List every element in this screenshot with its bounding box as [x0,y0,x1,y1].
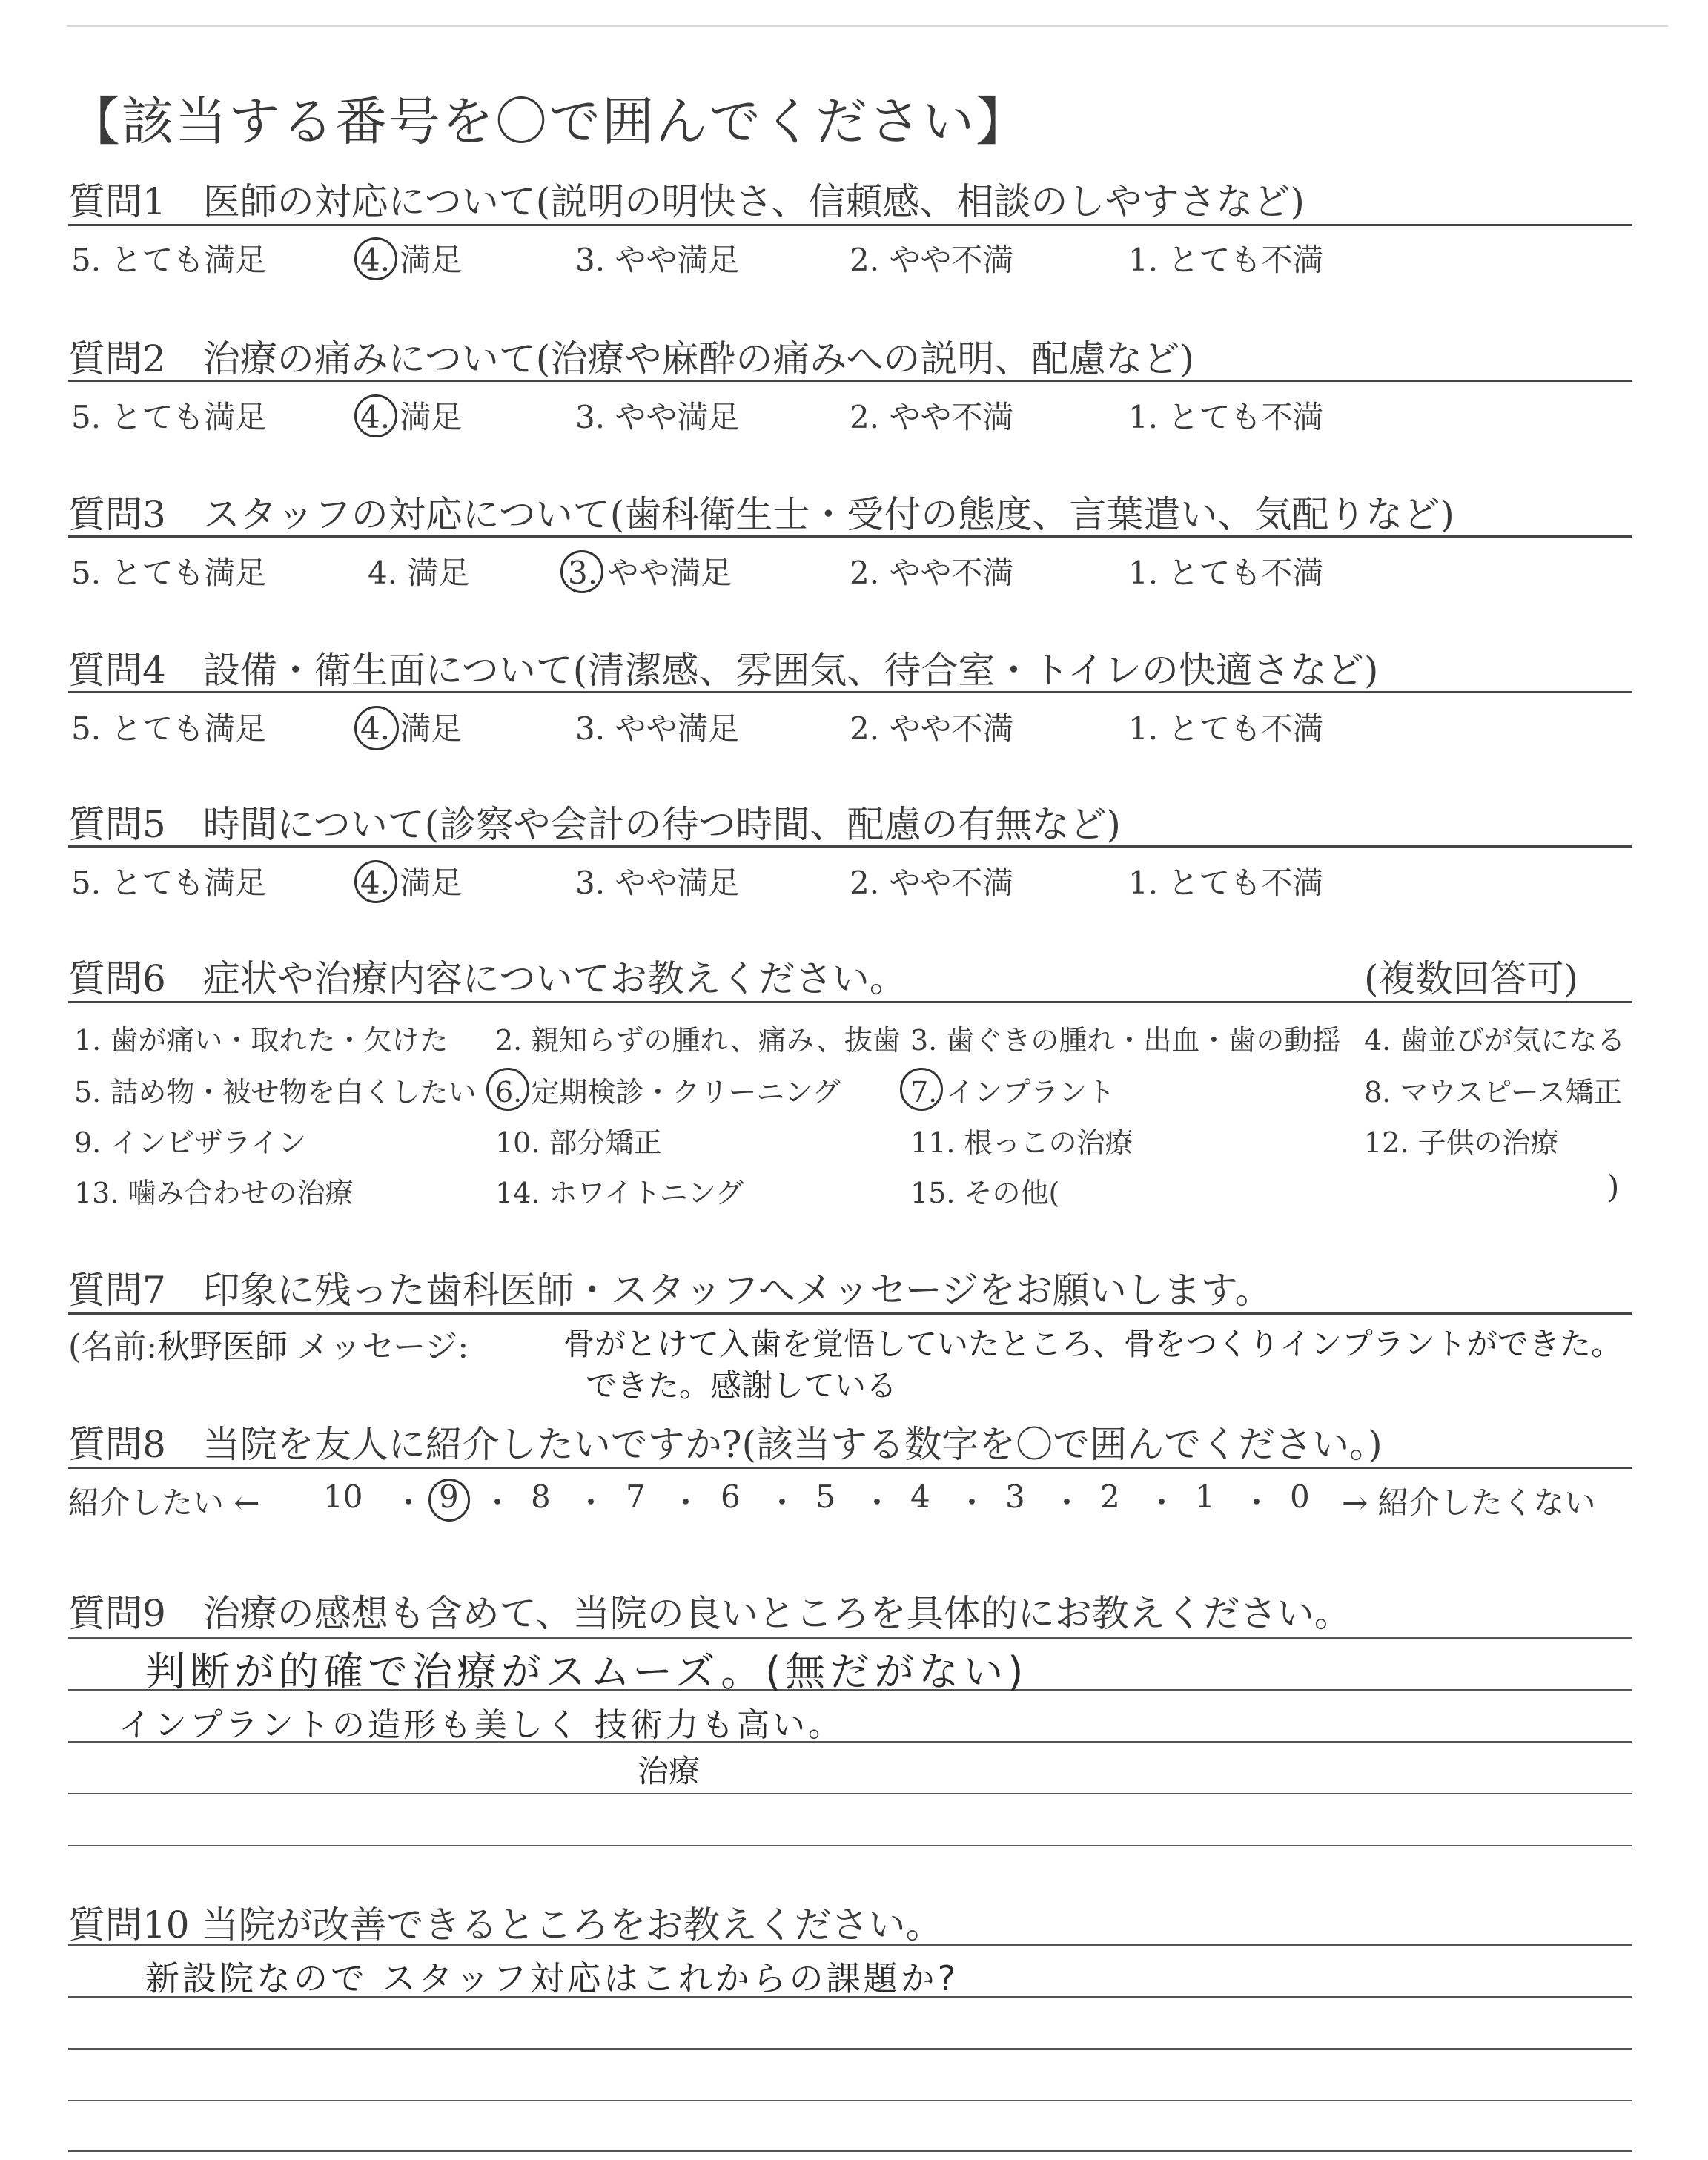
q2-option-2[interactable]: 2. やや不満 [850,399,1014,435]
q7-message-label: メッセージ: [297,1328,469,1366]
q8-selected-circle [428,1479,470,1522]
q6-option-9[interactable]: 9. インビザライン [74,1126,307,1159]
q4-title: 質問4 設備・衛生面について(清潔感、雰囲気、待合室・トイレの快適さなど) [68,649,1379,692]
q1-rule [68,224,1632,226]
q7-answer-line [68,1320,469,1367]
q9-answer-insert: 治療 [638,1753,701,1789]
q6-title: 質問6 症状や治療内容についてお教えください。 [68,957,907,1000]
q6-option-10[interactable]: 10. 部分矯正 [495,1126,662,1159]
q2-option-4[interactable]: 4. 満足 [360,399,463,435]
q6-option-15[interactable]: 15. その他( [910,1177,1060,1209]
q7-message-handwritten-line2: できた。感謝している [586,1367,898,1404]
q2-option-1[interactable]: 1. とても不満 [1128,399,1324,435]
q8-dot: ・ [393,1484,425,1521]
q5-option-2[interactable]: 2. やや不満 [850,865,1014,901]
q6-option-7[interactable]: 7. インプラント [910,1076,1116,1109]
q3-option-1[interactable]: 1. とても不満 [1128,555,1324,591]
q2-rule [68,380,1632,382]
q5-option-4[interactable]: 4. 満足 [360,865,463,901]
q4-rule [68,691,1632,693]
q8-title: 質問8 当院を友人に紹介したいですか?(該当する数字を〇で囲んでください。) [68,1423,1383,1466]
q6-option-4[interactable]: 4. 歯並びが気になる [1364,1024,1626,1057]
q1-option-1[interactable]: 1. とても不満 [1128,242,1324,278]
q3-option-5[interactable]: 5. とても満足 [71,555,267,591]
q8-dot: ・ [767,1484,798,1521]
q1-option-2[interactable]: 2. やや不満 [850,242,1014,278]
q8-dot: ・ [956,1484,988,1521]
q9-answer-line1: 判断が的確で治療がスムーズ。(無だがない) [145,1648,1028,1695]
q6-selected-circle-7 [900,1068,943,1111]
q8-scale-9[interactable]: 9 [439,1479,459,1515]
q8-dot: ・ [482,1484,514,1521]
q9-write-line-5 [68,1845,1632,1846]
q7-message-handwritten-line1: 骨がとけて入歯を覚悟していたところ、骨をつくりインプラントができた。 [563,1326,1623,1362]
q8-dot: ・ [1241,1484,1273,1521]
q1-selected-circle [354,237,397,280]
q6-option-2[interactable]: 2. 親知らずの腫れ、痛み、抜歯 [495,1024,901,1057]
q8-scale-8[interactable]: 8 [531,1479,551,1515]
q4-option-4[interactable]: 4. 満足 [360,710,463,747]
q2-title: 質問2 治療の痛みについて(治療や麻酔の痛みへの説明、配慮など) [68,337,1194,380]
q8-scale-0[interactable]: 0 [1290,1479,1310,1515]
q2-selected-circle [354,394,397,437]
q8-scale-3[interactable]: 3 [1005,1479,1025,1515]
q8-dot: ・ [670,1484,702,1521]
q3-option-4[interactable]: 4. 満足 [368,555,470,591]
q3-rule [68,535,1632,538]
q2-option-3[interactable]: 3. やや満足 [575,399,740,435]
q9-write-line-1 [68,1637,1632,1639]
q6-multiple-note: (複数回答可) [1364,957,1579,1000]
q8-left-label: 紹介したい ← [68,1484,260,1521]
q7-name-handwritten: 秋野医師 [157,1328,288,1366]
q4-selected-circle [354,706,399,750]
q6-option-5[interactable]: 5. 詰め物・被せ物を白くしたい [74,1076,477,1109]
q8-scale-1[interactable]: 1 [1195,1479,1215,1515]
q6-option-12[interactable]: 12. 子供の治療 [1364,1126,1559,1159]
q10-title: 質問10 当院が改善できるところをお教えください。 [68,1903,943,1946]
q8-dot: ・ [1146,1484,1178,1521]
q5-option-1[interactable]: 1. とても不満 [1128,865,1324,901]
q5-rule [68,845,1632,848]
q8-scale-6[interactable]: 6 [721,1479,741,1515]
q5-option-5[interactable]: 5. とても満足 [71,865,267,901]
q6-option-8[interactable]: 8. マウスピース矯正 [1364,1076,1622,1109]
q8-scale-4[interactable]: 4 [910,1479,930,1515]
q6-option-3[interactable]: 3. 歯ぐきの腫れ・出血・歯の動揺 [910,1024,1341,1057]
q2-option-5[interactable]: 5. とても満足 [71,399,267,435]
q6-selected-circle-6 [486,1068,529,1111]
q6-rule [68,1001,1632,1003]
q1-option-4[interactable]: 4. 満足 [360,242,463,278]
q10-write-line-5 [68,2150,1632,2152]
q1-option-3[interactable]: 3. やや満足 [575,242,740,278]
q6-option-14[interactable]: 14. ホワイトニング [495,1177,744,1209]
q5-option-3[interactable]: 3. やや満足 [575,865,740,901]
q4-option-1[interactable]: 1. とても不満 [1128,710,1324,747]
q9-write-line-4 [68,1793,1632,1794]
q4-option-5[interactable]: 5. とても満足 [71,710,267,747]
q7-rule [68,1312,1632,1315]
q4-option-3[interactable]: 3. やや満足 [575,710,740,747]
q3-title: 質問3 スタッフの対応について(歯科衛生士・受付の態度、言葉遣い、気配りなど) [68,493,1454,536]
q8-dot: ・ [861,1484,893,1521]
page-title: 【該当する番号を〇で囲んでください】 [68,91,1029,152]
q10-write-line-1 [68,1944,1632,1946]
q3-selected-circle [560,550,603,593]
q6-other-close-paren: ) [1607,1169,1620,1205]
q9-title: 質問9 治療の感想も含めて、当院の良いところを具体的にお教えください。 [68,1592,1351,1635]
q10-write-line-4 [68,2100,1632,2101]
q6-option-13[interactable]: 13. 噛み合わせの治療 [74,1177,354,1209]
q6-option-1[interactable]: 1. 歯が痛い・取れた・欠けた [74,1024,448,1057]
q8-rule [68,1467,1632,1469]
q6-option-6[interactable]: 6. 定期検診・クリーニング [495,1076,841,1109]
q1-option-5[interactable]: 5. とても満足 [71,242,267,278]
q5-title: 質問5 時間について(診察や会計の待つ時間、配慮の有無など) [68,803,1121,846]
q8-scale-2[interactable]: 2 [1100,1479,1120,1515]
q6-option-11[interactable]: 11. 根っこの治療 [910,1126,1133,1159]
q8-scale-7[interactable]: 7 [626,1479,646,1515]
q4-option-2[interactable]: 2. やや不満 [850,710,1014,747]
q8-right-label: → 紹介したくない [1342,1484,1596,1521]
q8-dot: ・ [1051,1484,1083,1521]
q3-option-3[interactable]: 3. やや満足 [568,555,732,591]
q5-selected-circle [354,860,397,903]
q9-answer-line2: インプラントの造形も美しく 技術力も高い。 [119,1706,844,1744]
q7-name-label: (名前: [68,1328,157,1366]
q1-title: 質問1 医師の対応について(説明の明快さ、信頼感、相談のしやすさなど) [68,180,1305,223]
q3-option-2[interactable]: 2. やや不満 [850,555,1014,591]
top-border [67,25,1668,27]
q8-scale-5[interactable]: 5 [815,1479,835,1515]
q7-title: 質問7 印象に残った歯科医師・スタッフへメッセージをお願いします。 [68,1269,1272,1312]
q10-answer-line1: 新設院なので スタッフ対応はこれからの課題か? [145,1958,959,1998]
q8-dot: ・ [575,1484,607,1521]
q10-write-line-3 [68,2048,1632,2050]
q8-scale-10[interactable]: 10 [323,1479,363,1515]
